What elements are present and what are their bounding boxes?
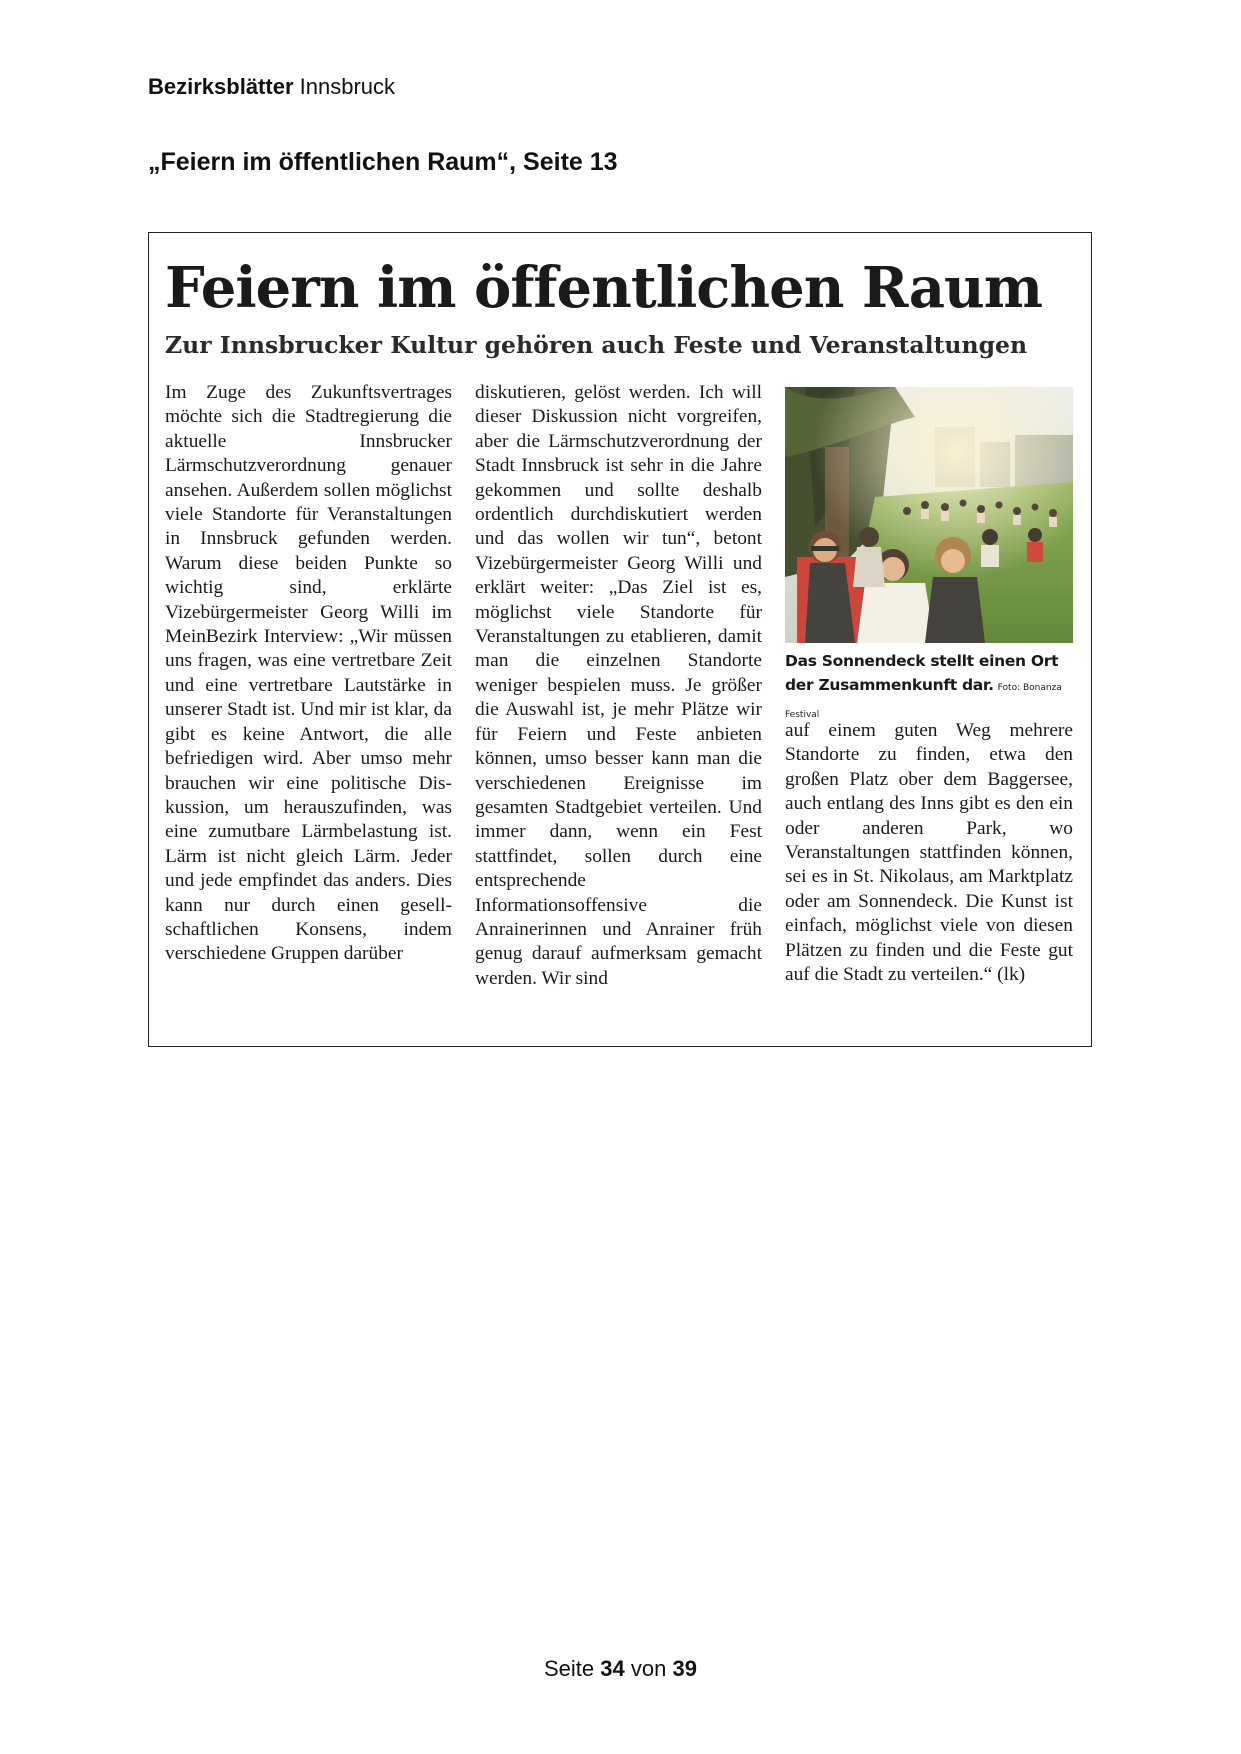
article-column-2: diskutieren, gelöst werden. Ich will dieser Diskussion nicht vorgreifen, aber die Lärmschutzverordnung der Stadt Innsbruck ist sehr in die Jahre gekommen und sollte deshalb ordentlich durchdiskutiert werden und das wollen wir tun“, betont Vizebürgermeister Georg Willi und erklärt weiter: „Das Ziel ist es, möglichst viele Standorte für Veranstaltungen zu etablieren, damit man die einzelnen Standorte weniger bespielen muss. Je größer die Auswahl ist, je mehr Plätze wir für Feiern und Feste anbieten können, umso besser kann man die verschiedenen Ereignisse im gesamten Stadtgebiet verteilen. Und immer dann, wenn ein Fest stattfindet, sollen durch eine entsprechende Informationsoffensive die Anrainerinnen und Anrainer früh genug darauf aufmerksam gemacht werden. Wir sind bbox=[475, 382, 762, 989]
festival-crowd-photo bbox=[785, 387, 1073, 643]
photo-caption-text: Das Sonnendeck stellt einen Ort der Zusammenkunft dar. bbox=[785, 652, 1059, 694]
publication-region: Innsbruck bbox=[299, 74, 396, 99]
photo-credit: Foto: Bonanza Festival bbox=[785, 683, 1062, 720]
article-headline: Feiern im öffentlichen Raum bbox=[165, 255, 1042, 321]
article-photo bbox=[785, 387, 1073, 643]
article-column-1: Im Zuge des Zukunftsvertrages möchte sich die Stadtregierung die aktuelle Innsbrucker Lärmschutzverordnung genauer ansehen. Außerdem sollen möglichst viele Standorte für Veranstaltungen in Innsbruck gefunden werden. Warum diese beiden Punkte so wichtig sind, erklärte Vizebürgermeister Georg Willi im MeinBezirk Interview: „Wir müssen uns fragen, was eine vertretbare Zeit und eine vertretbare Lautstärke in unserer Stadt ist. Und mir ist klar, da gibt es keine Antwort, die alle befriedigen wird. Aber umso mehr brauchen wir eine politische Diskussion, um herauszufinden, was eine zumutbare Lärmbelastung ist. Lärm ist nicht gleich Lärm. Jeder und jede empfindet das anders. Dies kann nur durch einen gesellschaftlichen Konsens, indem verschiedene Gruppen darüber bbox=[165, 382, 452, 965]
page-prefix: Seite bbox=[544, 1656, 595, 1681]
newspaper-clipping bbox=[148, 232, 1092, 1047]
page-current: 34 bbox=[600, 1656, 625, 1681]
page-number bbox=[0, 1656, 1241, 1682]
page-separator: von bbox=[630, 1656, 667, 1681]
article-subheadline: Zur Innsbrucker Kultur gehören auch Feste und Veranstaltungen bbox=[165, 331, 1028, 359]
page-total: 39 bbox=[672, 1656, 697, 1681]
article-reference: „Feiern im öffentlichen Raum“, Seite 13 bbox=[148, 148, 618, 176]
photo-caption bbox=[785, 649, 1077, 727]
article-column-3: auf einem guten Weg mehrere Standorte zu finden, etwa den großen Platz ober dem Baggersee, auch entlang des Inns gibt es den ein oder anderen Park, wo Veranstaltungen stattfinden können, sei es in St. Nikolaus, am Marktplatz oder am Sonnendeck. Die Kunst ist einfach, möglichst viele von diesen Plätzen zu finden und die Feste gut auf die Stadt zu verteilen.“ (lk) bbox=[785, 720, 1073, 986]
publication-bold: Bezirksblätter bbox=[148, 74, 294, 99]
publication-name bbox=[148, 74, 395, 100]
